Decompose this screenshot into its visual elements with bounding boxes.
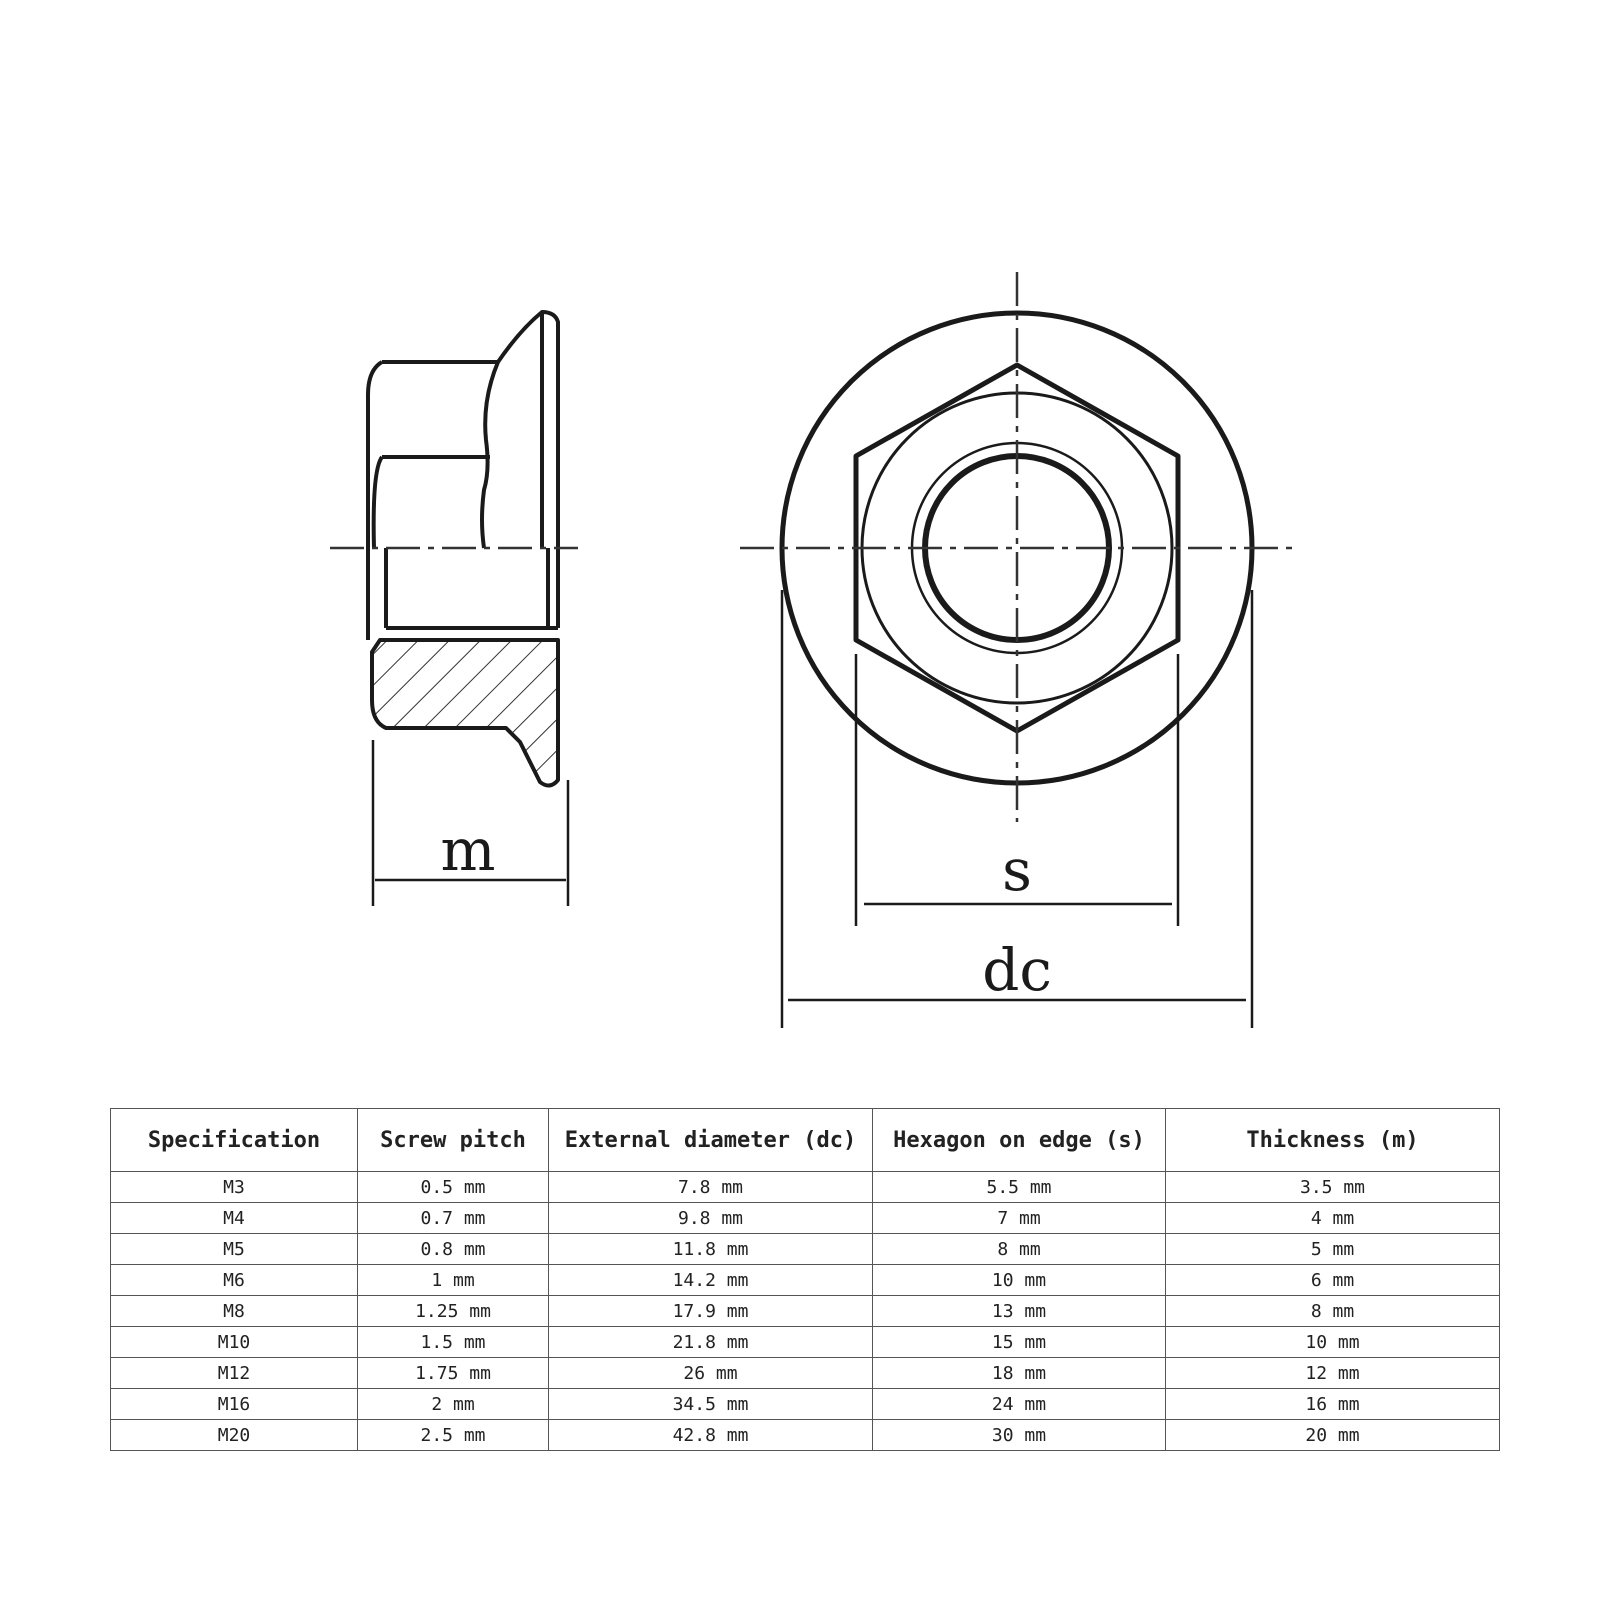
cell-spec: M3: [111, 1172, 358, 1203]
table-row: [111, 1420, 1500, 1451]
cell-s: 13 mm: [873, 1296, 1166, 1327]
cell-m: 10 mm: [1166, 1327, 1500, 1358]
cell-m: 6 mm: [1166, 1265, 1500, 1296]
cell-dc: 14.2 mm: [549, 1265, 873, 1296]
header-specification: Specification: [111, 1109, 358, 1172]
cell-m: 3.5 mm: [1166, 1172, 1500, 1203]
cell-pitch: 1.25 mm: [358, 1296, 549, 1327]
spec-table: [110, 1108, 1500, 1451]
table-row: [111, 1327, 1500, 1358]
side-flange-curve: [482, 312, 558, 548]
cell-s: 15 mm: [873, 1327, 1166, 1358]
cell-m: 5 mm: [1166, 1234, 1500, 1265]
cell-m: 16 mm: [1166, 1389, 1500, 1420]
side-hex-body-upper: [368, 362, 498, 548]
cell-spec: M5: [111, 1234, 358, 1265]
cell-spec: M8: [111, 1296, 358, 1327]
label-s: s: [1002, 836, 1032, 904]
cell-dc: 34.5 mm: [549, 1389, 873, 1420]
cell-dc: 11.8 mm: [549, 1234, 873, 1265]
table-row: [111, 1389, 1500, 1420]
cell-m: 20 mm: [1166, 1420, 1500, 1451]
header-thickness: Thickness (m): [1166, 1109, 1500, 1172]
cell-dc: 21.8 mm: [549, 1327, 873, 1358]
cell-pitch: 1 mm: [358, 1265, 549, 1296]
cell-pitch: 1.75 mm: [358, 1358, 549, 1389]
cell-s: 5.5 mm: [873, 1172, 1166, 1203]
side-section-hatched: [372, 640, 558, 786]
cell-dc: 42.8 mm: [549, 1420, 873, 1451]
label-dc: dc: [982, 936, 1052, 1004]
table-row: [111, 1358, 1500, 1389]
cell-spec: M12: [111, 1358, 358, 1389]
cell-spec: M20: [111, 1420, 358, 1451]
cell-m: 12 mm: [1166, 1358, 1500, 1389]
cell-spec: M16: [111, 1389, 358, 1420]
cell-spec: M10: [111, 1327, 358, 1358]
header-external-diameter: External diameter (dc): [549, 1109, 873, 1172]
cell-spec: M4: [111, 1203, 358, 1234]
cell-pitch: 0.7 mm: [358, 1203, 549, 1234]
table-header-row: [111, 1109, 1500, 1172]
table-row: [111, 1172, 1500, 1203]
cell-s: 18 mm: [873, 1358, 1166, 1389]
cell-pitch: 0.8 mm: [358, 1234, 549, 1265]
cell-s: 7 mm: [873, 1203, 1166, 1234]
table-row: [111, 1296, 1500, 1327]
cell-pitch: 2.5 mm: [358, 1420, 549, 1451]
cell-pitch: 0.5 mm: [358, 1172, 549, 1203]
cell-dc: 17.9 mm: [549, 1296, 873, 1327]
cell-pitch: 2 mm: [358, 1389, 549, 1420]
cell-m: 8 mm: [1166, 1296, 1500, 1327]
table-row: [111, 1234, 1500, 1265]
table-row: [111, 1265, 1500, 1296]
cell-m: 4 mm: [1166, 1203, 1500, 1234]
header-screw-pitch: Screw pitch: [358, 1109, 549, 1172]
cell-s: 30 mm: [873, 1420, 1166, 1451]
cell-s: 10 mm: [873, 1265, 1166, 1296]
table-row: [111, 1203, 1500, 1234]
cell-dc: 9.8 mm: [549, 1203, 873, 1234]
cell-s: 8 mm: [873, 1234, 1166, 1265]
label-m: m: [440, 816, 496, 884]
cell-s: 24 mm: [873, 1389, 1166, 1420]
cell-dc: 26 mm: [549, 1358, 873, 1389]
cell-spec: M6: [111, 1265, 358, 1296]
cell-pitch: 1.5 mm: [358, 1327, 549, 1358]
cell-dc: 7.8 mm: [549, 1172, 873, 1203]
header-hexagon-on-edge: Hexagon on edge (s): [873, 1109, 1166, 1172]
